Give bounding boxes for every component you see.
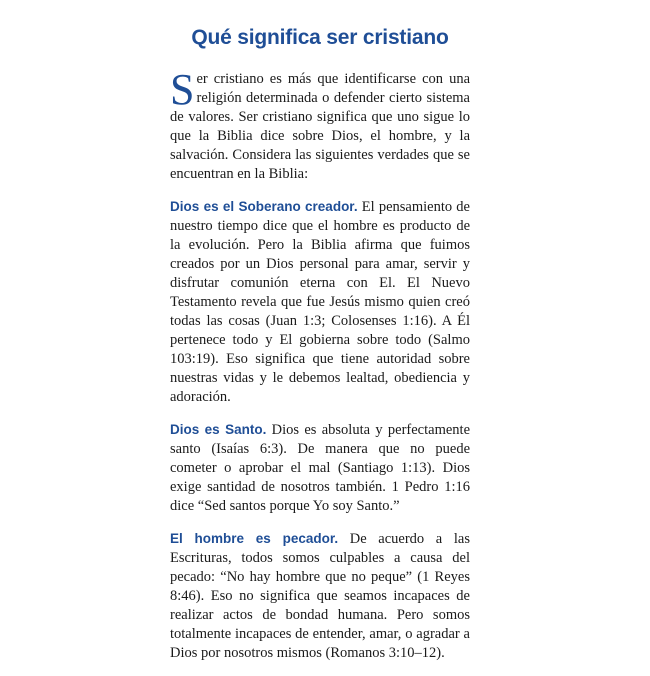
section-text: El pensamiento de nuestro tiempo dice que el hombre es producto de la evolución. Pero la Biblia afirma que fuimos creados por un Dios personal para amar, servir y disfrutar comunión eterna con El. El Nuevo Testamento revela que fue Jesús mismo quien creó todas las cosas (Juan 1:3; Colosenses 1:16). A Él pertenece todo y El gobierna sobre todo (Salmo 103:19). Eso significa que tiene autoridad sobre nuestras vidas y le debemos lealtad, obediencia y adoración. [170, 199, 470, 405]
intro-text: er cristiano es más que identificarse con una religión determinada o defender cierto sistema de valores. Ser cristiano significa que uno sigue lo que la Biblia dice sobre Dios, el hombre, y la salvación. Considera las siguientes verdades que se encuentran en la Biblia: [170, 71, 470, 182]
section-holy [170, 420, 470, 516]
section-heading: Dios es el Soberano creador. [170, 199, 358, 214]
tract-page [170, 26, 470, 676]
section-heading: El hombre es pecador. [170, 531, 339, 546]
section-creator [170, 197, 470, 407]
section-text: De acuerdo a las Escrituras, todos somos culpables a causa del pecado: “No hay hombre que no peque” (1 Reyes 8:46). Eso no significa que seamos incapaces de realizar actos de bondad humana. Pero somos totalmente incapaces de entender, amar, o agradar a Dios por nosotros mismos (Romanos 3:10–12). [170, 531, 470, 661]
page-title: Qué significa ser cristiano [191, 26, 449, 49]
section-heading: Dios es Santo. [170, 422, 267, 437]
section-text: Dios es absoluta y perfectamente santo (Isaías 6:3). De manera que no puede cometer o aprobar el mal (Santiago 1:13). Dios exige santidad de nosotros también. 1 Pedro 1:16 dice “Sed santos porque Yo soy Santo.” [170, 422, 470, 514]
section-sinner [170, 529, 470, 663]
drop-cap: S [170, 65, 195, 114]
intro-paragraph [170, 65, 470, 184]
